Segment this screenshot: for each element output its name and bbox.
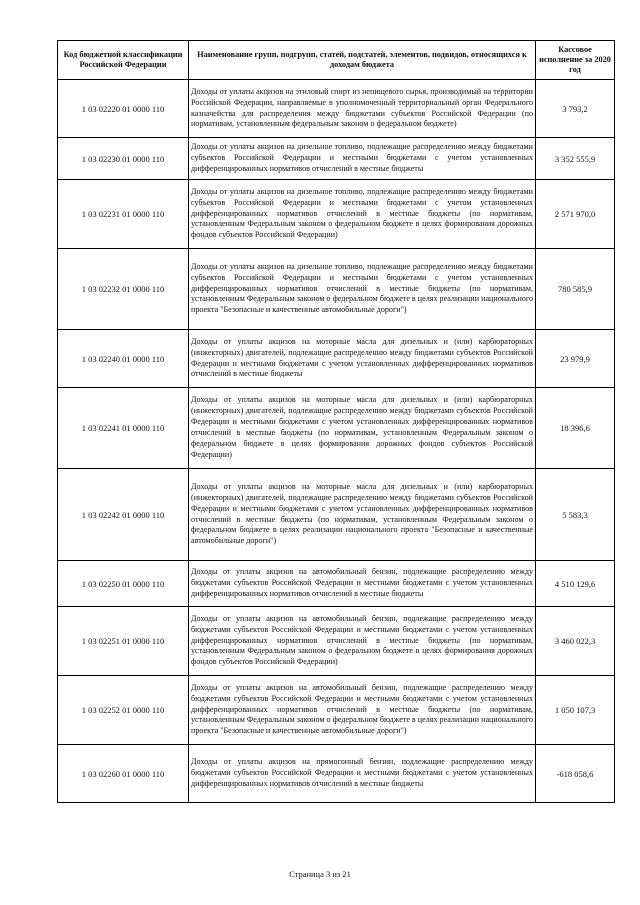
table-header-row <box>58 41 615 80</box>
cell-code: 1 03 02251 01 0000 110 <box>58 607 189 676</box>
cell-code: 1 03 02240 01 0000 110 <box>58 330 189 388</box>
header-code: Код бюджетной классификации Российской Федерации <box>58 41 189 80</box>
cell-value: -618 058,6 <box>536 745 615 803</box>
cell-code: 1 03 02220 01 0000 110 <box>58 80 189 138</box>
cell-name: Доходы от уплаты акцизов на автомобильный бензин, подлежащие распределению между бюджетами субъектов Российской Федерации и местными бюджетами с учетом установленных дифференцированных нормативов отчислений в местные бюджеты <box>189 561 536 607</box>
table-row <box>58 561 615 607</box>
cell-name: Доходы от уплаты акцизов на моторные масла для дизельных и (или) карбюраторных (инжекторных) двигателей, подлежащие распределению между бюджетами субъектов Российской Федерации и местными бюджетами с учетом установленных дифференцированных нормативов отчислений в местные бюджеты (по нормативам, установленным Федеральным законом о федеральном бюджете в целях реализации национального проекта "Безопасные и качественные автомобильные дороги") <box>189 469 536 561</box>
cell-code: 1 03 02252 01 0000 110 <box>58 676 189 745</box>
header-name: Наименование групп, подгрупп, статей, подстатей, элементов, подвидов, относящихся к доходам бюджета <box>189 41 536 80</box>
cell-name: Доходы от уплаты акцизов на автомобильный бензин, подлежащие распределению между бюджетами субъектов Российской Федерации и местными бюджетами с учетом установленных дифференцированных нормативов отчислений в местные бюджеты (по нормативам, установленным Федеральным законом о федеральном бюджете в целях формирования дорожных фондов субъектов Российской Федерации) <box>189 607 536 676</box>
table-row <box>58 249 615 330</box>
cell-code: 1 03 02250 01 0000 110 <box>58 561 189 607</box>
table-row <box>58 607 615 676</box>
cell-value: 4 510 129,6 <box>536 561 615 607</box>
cell-name: Доходы от уплаты акцизов на дизельное топливо, подлежащие распределению между бюджетами субъектов Российской Федерации и местными бюджетами с учетом установленных дифференцированных нормативов отчислений в местные бюджеты (по нормативам, установленным Федеральным законом о федеральном бюджете в целях реализации национального проекта "Безопасные и качественные автомобильные дороги") <box>189 249 536 330</box>
cell-code: 1 03 02241 01 0000 110 <box>58 388 189 469</box>
table-row <box>58 80 615 138</box>
header-value: Кассовое исполнение за 2020 год <box>536 41 615 80</box>
cell-value: 1 050 107,3 <box>536 676 615 745</box>
cell-code: 1 03 02232 01 0000 110 <box>58 249 189 330</box>
cell-value: 5 583,3 <box>536 469 615 561</box>
cell-code: 1 03 02242 01 0000 110 <box>58 469 189 561</box>
cell-name: Доходы от уплаты акцизов на дизельное топливо, подлежащие распределению между бюджетами субъектов Российской Федерации и местными бюджетами с учетом установленных дифференцированных нормативов отчислений в местные бюджеты (по нормативам, установленным Федеральным законом о федеральном бюджете в целях формирования дорожных фондов субъектов Российской Федерации) <box>189 180 536 249</box>
cell-value: 780 585,9 <box>536 249 615 330</box>
cell-code: 1 03 02231 01 0000 110 <box>58 180 189 249</box>
cell-name: Доходы от уплаты акцизов на дизельное топливо, подлежащие распределению между бюджетами субъектов Российской Федерации и местными бюджетами с учетом установленных дифференцированных нормативов отчислений в местные бюджеты <box>189 138 536 180</box>
cell-value: 2 571 970,0 <box>536 180 615 249</box>
cell-value: 3 793,2 <box>536 80 615 138</box>
cell-value: 18 396,6 <box>536 388 615 469</box>
table-row <box>58 745 615 803</box>
table-row <box>58 180 615 249</box>
table-row <box>58 330 615 388</box>
cell-name: Доходы от уплаты акцизов на автомобильный бензин, подлежащие распределению между бюджетами субъектов Российской Федерации и местными бюджетами с учетом установленных дифференцированных нормативов отчислений в местные бюджеты (по нормативам, установленным Федеральным законом о федеральном бюджете в целях реализации национального проекта "Безопасные и качественные автомобильные дороги") <box>189 676 536 745</box>
cell-code: 1 03 02260 01 0000 110 <box>58 745 189 803</box>
cell-code: 1 03 02230 01 0000 110 <box>58 138 189 180</box>
table-row <box>58 138 615 180</box>
revenue-table <box>57 40 615 803</box>
cell-value: 3 460 022,3 <box>536 607 615 676</box>
table-row <box>58 676 615 745</box>
cell-name: Доходы от уплаты акцизов на этиловый спирт из непищевого сырья, производимый на территории Российской Федерации, направляемые в уполномоченный территориальный орган Федерального казначейства для распределения между бюджетами субъектов Российской Федерации (по нормативам, установленным федеральным законом о федеральном бюджете) <box>189 80 536 138</box>
table-row <box>58 388 615 469</box>
cell-value: 23 979,9 <box>536 330 615 388</box>
table-body <box>58 80 615 803</box>
cell-name: Доходы от уплаты акцизов на моторные масла для дизельных и (или) карбюраторных (инжекторных) двигателей, подлежащие распределению между бюджетами субъектов Российской Федерации и местными бюджетами с учетом установленных дифференцированных нормативов отчислений в местные бюджеты <box>189 330 536 388</box>
page-number: Страница 3 из 21 <box>289 869 351 879</box>
cell-name: Доходы от уплаты акцизов на моторные масла для дизельных и (или) карбюраторных (инжекторных) двигателей, подлежащие распределению между бюджетами субъектов Российской Федерации и местными бюджетами с учетом установленных дифференцированных нормативов отчислений в местные бюджеты (по нормативам, установленным Федеральным законом о федеральном бюджете в целях формирования дорожных фондов субъектов Российской Федерации) <box>189 388 536 469</box>
cell-name: Доходы от уплаты акцизов на прямогонный бензин, подлежащие распределению между бюджетами субъектов Российской Федерации и местными бюджетами с учетом установленных дифференцированных нормативов отчислений в местные бюджеты <box>189 745 536 803</box>
cell-value: 3 352 555,9 <box>536 138 615 180</box>
table-row <box>58 469 615 561</box>
